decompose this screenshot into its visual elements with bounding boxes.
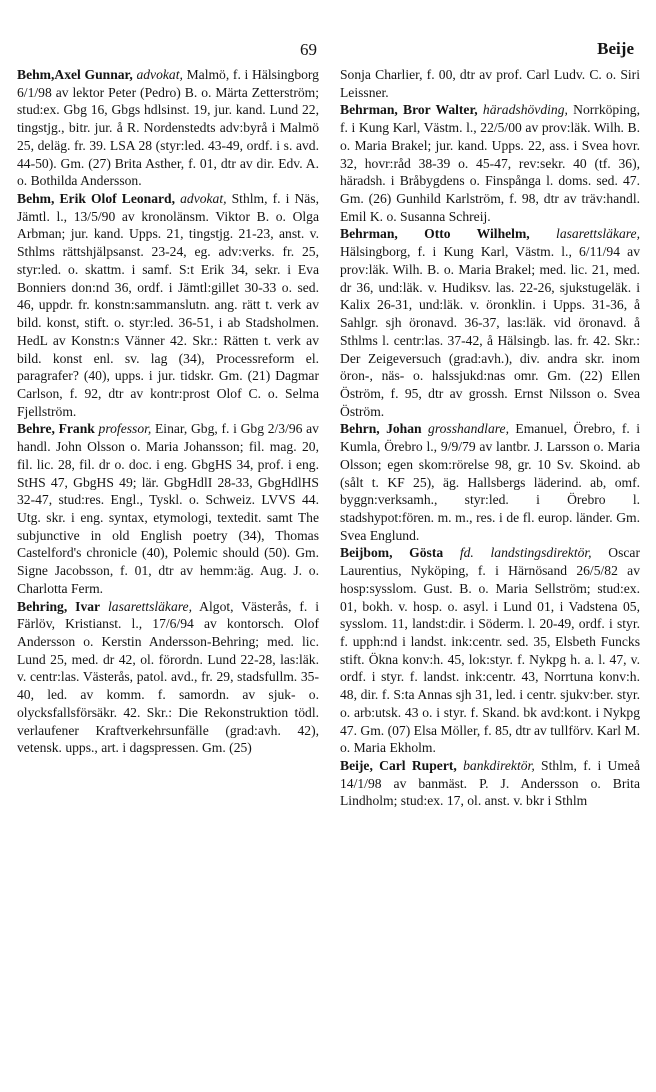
- bio-entry: [17, 420, 319, 597]
- page-number: 69: [300, 40, 317, 59]
- bio-entry: [340, 420, 640, 544]
- bio-entry: [340, 757, 640, 810]
- entry-title: advokat,: [180, 191, 227, 207]
- entry-title: fd. landstingsdirektör,: [459, 545, 592, 561]
- right-column: [340, 66, 640, 810]
- entry-name: Behre, Frank: [17, 421, 95, 437]
- entry-name: Beijbom, Gösta: [340, 545, 444, 561]
- left-column: [17, 66, 319, 757]
- bio-entry: [340, 225, 640, 420]
- entry-title: grosshandlare,: [428, 421, 509, 437]
- bio-entry: [17, 190, 319, 420]
- running-head: Beije: [597, 39, 634, 58]
- entry-text: Norrköping, f. i Kung Karl, Västm. l., 22/5/00 av prov:läk. Wilh. B. o. Maria Brakel; jur. kand. Upps. 22, ass. i Svea hovr. 32, hovr:råd 38-39 o. 45-47, rev:sekr. 40 (tf. 36), häradsh. i Bråbygdens o. Finspånga l. doms. sed. 47. Gm. (26) Gunhild Karlström, f. 98, dtr av träv:handl. Emil K. o. Susanna Schreij.: [340, 102, 640, 224]
- bio-entry: [17, 66, 319, 190]
- entry-title: lasarettsläkare,: [556, 226, 640, 242]
- entry-name: Behrman, Otto Wilhelm,: [340, 226, 530, 242]
- entry-text: Sthlm, f. i Umeå 14/1/98 av banmäst. P. J. Andersson o. Brita Lindholm; stud:ex. 17, ol. anst. v. bkr i Sthlm: [340, 758, 640, 809]
- entry-text: Sonja Charlier, f. 00, dtr av prof. Carl Ludv. C. o. Siri Leissner.: [340, 67, 640, 100]
- bio-entry: [17, 598, 319, 757]
- entry-text: Einar, Gbg, f. i Gbg 2/3/96 av handl. John Olsson o. Maria Johansson; fil. mag. 20, fil. lic. 28, fil. dr o. doc. i eng. GbgHS 34, prof. i eng. StHS 47, GbgHS 49; lär. GbgHdlI 28-33, GbgHdlHS 32-47, stud:res. Engl., Tyskl. o. Schweiz. LVVS 44. Utg. skr. i eng. syntax, etymologi, textedit. samt The subjunctive in old English poetry (34), Thomas Castelford's chronicle (40), Polemic should (50). Gm. Signe Jacobsson, f. 01, dtr av hemm:äg. Aug. J. o. Charlotta Ferm.: [17, 421, 319, 596]
- entry-title: lasarettsläkare,: [108, 598, 192, 614]
- entry-name: Behm,Axel Gunnar,: [17, 67, 133, 82]
- entry-text: Sthlm, f. i Näs, Jämtl. l., 13/5/90 av kronolänsm. Viktor B. o. Olga Arbman; jur. kand. Upps. 21, tingstjg. 21-23, anst. v. Sthlms rättshjälpsanst. 23-24, eg. adv:verks. fr. 25, styr:led. o. skattm. i samf. S:t Erik 34, sekr. i Eva Bonniers don:nd 36, ordf. i Jämtl:gillet 30-33 o. sed. 46, uppdr. fr. konstn:sammanslutn. ang. rätt t. verk av bild. konst, stift. o. styr:led. 36-51, i ab Stadsholmen. HedL av Konstn:s Vänner 42. Skr.: Rätten t. verk av bild. konst enl. sv. lag (34), Processreform el. paragrafer? (40), upps. i jur. tidskr. Gm. (21) Dagmar Carlson, f. 92, dtr av kontr:prost Olof C. o. Selma Fjellström.: [17, 191, 320, 419]
- entry-name: Behring, Ivar: [17, 598, 101, 614]
- entry-name: Behm, Erik Olof Leonard,: [17, 191, 175, 207]
- bio-entry: [340, 101, 640, 225]
- entry-text: Emanuel, Örebro, f. i Kumla, Örebro l., 9/9/79 av lantbr. J. Larsson o. Maria Olsson; egen skom:rörelse 98, gr. 10 Sv. Skoind. ab (sålt t. KF 25), äg. Hallsbergs läderind. ab, omf. byggn:verksamh., styr:led. i Örebro l. stadshypot:fören. m. m., res. i de fl. europ. länder. Gm. Svea Englund.: [340, 421, 641, 543]
- entry-title: professor,: [98, 421, 152, 437]
- entry-title: advokat,: [136, 67, 183, 82]
- entry-text: Hälsingborg, f. i Kung Karl, Västm. l., 6/11/94 av prov:läk. Wilh. B. o. Maria Brakel; med. lic. 21, med. dr 36, und:läk. v. Hudiksv. las. 22-26, sjukstugeläk. i Kalix 26-31, und:läk. v. öronklin. i Upps. 31-36, å Sahlgr. sjh öronavd. 36-37, las:läk. vid öronavd. å Sthlms l. centr:las. 37-42, å Hälsingb. las. fr. 42. Skr.: Der Zeigeversuch (grad:avh.), div. andra skr. inom öron-, näs- o. halssjukd:nas omr. Gm. (22) Ellen Öström, f. 95, dtr av grossh. Ernst Nilsson o. Svea Öström.: [340, 244, 640, 419]
- entry-name: Beije, Carl Rupert,: [340, 758, 457, 774]
- entry-title: häradshövding,: [482, 102, 568, 118]
- entry-text: Oscar Laurentius, Nyköping, f. i Härnösand 26/5/82 av hosp:sysslom. Gust. B. o. Maria Sellström; stud:ex. 01, bokh. v. hosp. o. asyl. i Lund 01, i Vadstena 05, sysslom. 11, landst:dir. i Söderm. l. 20-49, ordf. i styr. f. upph:nd i landst. ink:centr. sed. 35, Elsbeth Funcks stift. Ökna konv:h. 45, lok:styr. f. Nykpg h. a. l. 47, v. ordf. i styr. f. landst. ink:centr. 43, Norrtuna konv:h. 48, dir. f. S:ta Annas sjh 31, led. i centr. sjukv:ber. styr. o. arb:utsk. 43 o. i styr. f. Skand. bk avd:kont. i Nykpg 47. Gm. (07) Elsa Möller, f. 85, dtr av tullförv. Karl M. o. Maria Ekholm.: [340, 545, 640, 756]
- bio-entry: [340, 66, 640, 101]
- entry-text: Malmö, f. i Hälsingborg 6/1/98 av lektor Peter (Pedro) B. o. Märta Zetterström; stud:ex. Gbg 16, Gbgs hdlsinst. 19, jur. kand. Lund 22, tingstjg., bitr. jur. å R. Nordenstedts adv:byrå i Malmö 25, deläg. fr. 39. LSA 28 (styr:led. 43-49, ordf. i s. avd. 44-50). Gm. (27) Brita Asther, f. 01, dtr av dir. Edv. A. o. Bothilda Andersson.: [17, 67, 319, 189]
- entry-title: bankdirektör,: [463, 758, 535, 774]
- bio-entry: [340, 544, 640, 757]
- entry-name: Behrn, Johan: [340, 421, 422, 437]
- entry-name: Behrman, Bror Walter,: [340, 102, 478, 118]
- entry-text: Algot, Västerås, f. i Färlöv, Kristianst. l., 17/6/94 av kontorsch. Olof Andersson o. Kerstin Andersson-Behring; med. lic. Lund 25, med. dr 42, ol. förordn. Lund 22-28, las:läk. v. centr:las. Västerås, patol. avd., fr. 29, stadsfullm. 35-40, led. av komm. f. samordn. av sjuk- o. olycksfallsförsäkr. 42. Skr.: Die Rekonstruktion tödl. verlaufener Kraftverkehrsunfälle (grad:avh. 42), vetensk. upps., art. i dagspressen. Gm. (25): [17, 598, 319, 756]
